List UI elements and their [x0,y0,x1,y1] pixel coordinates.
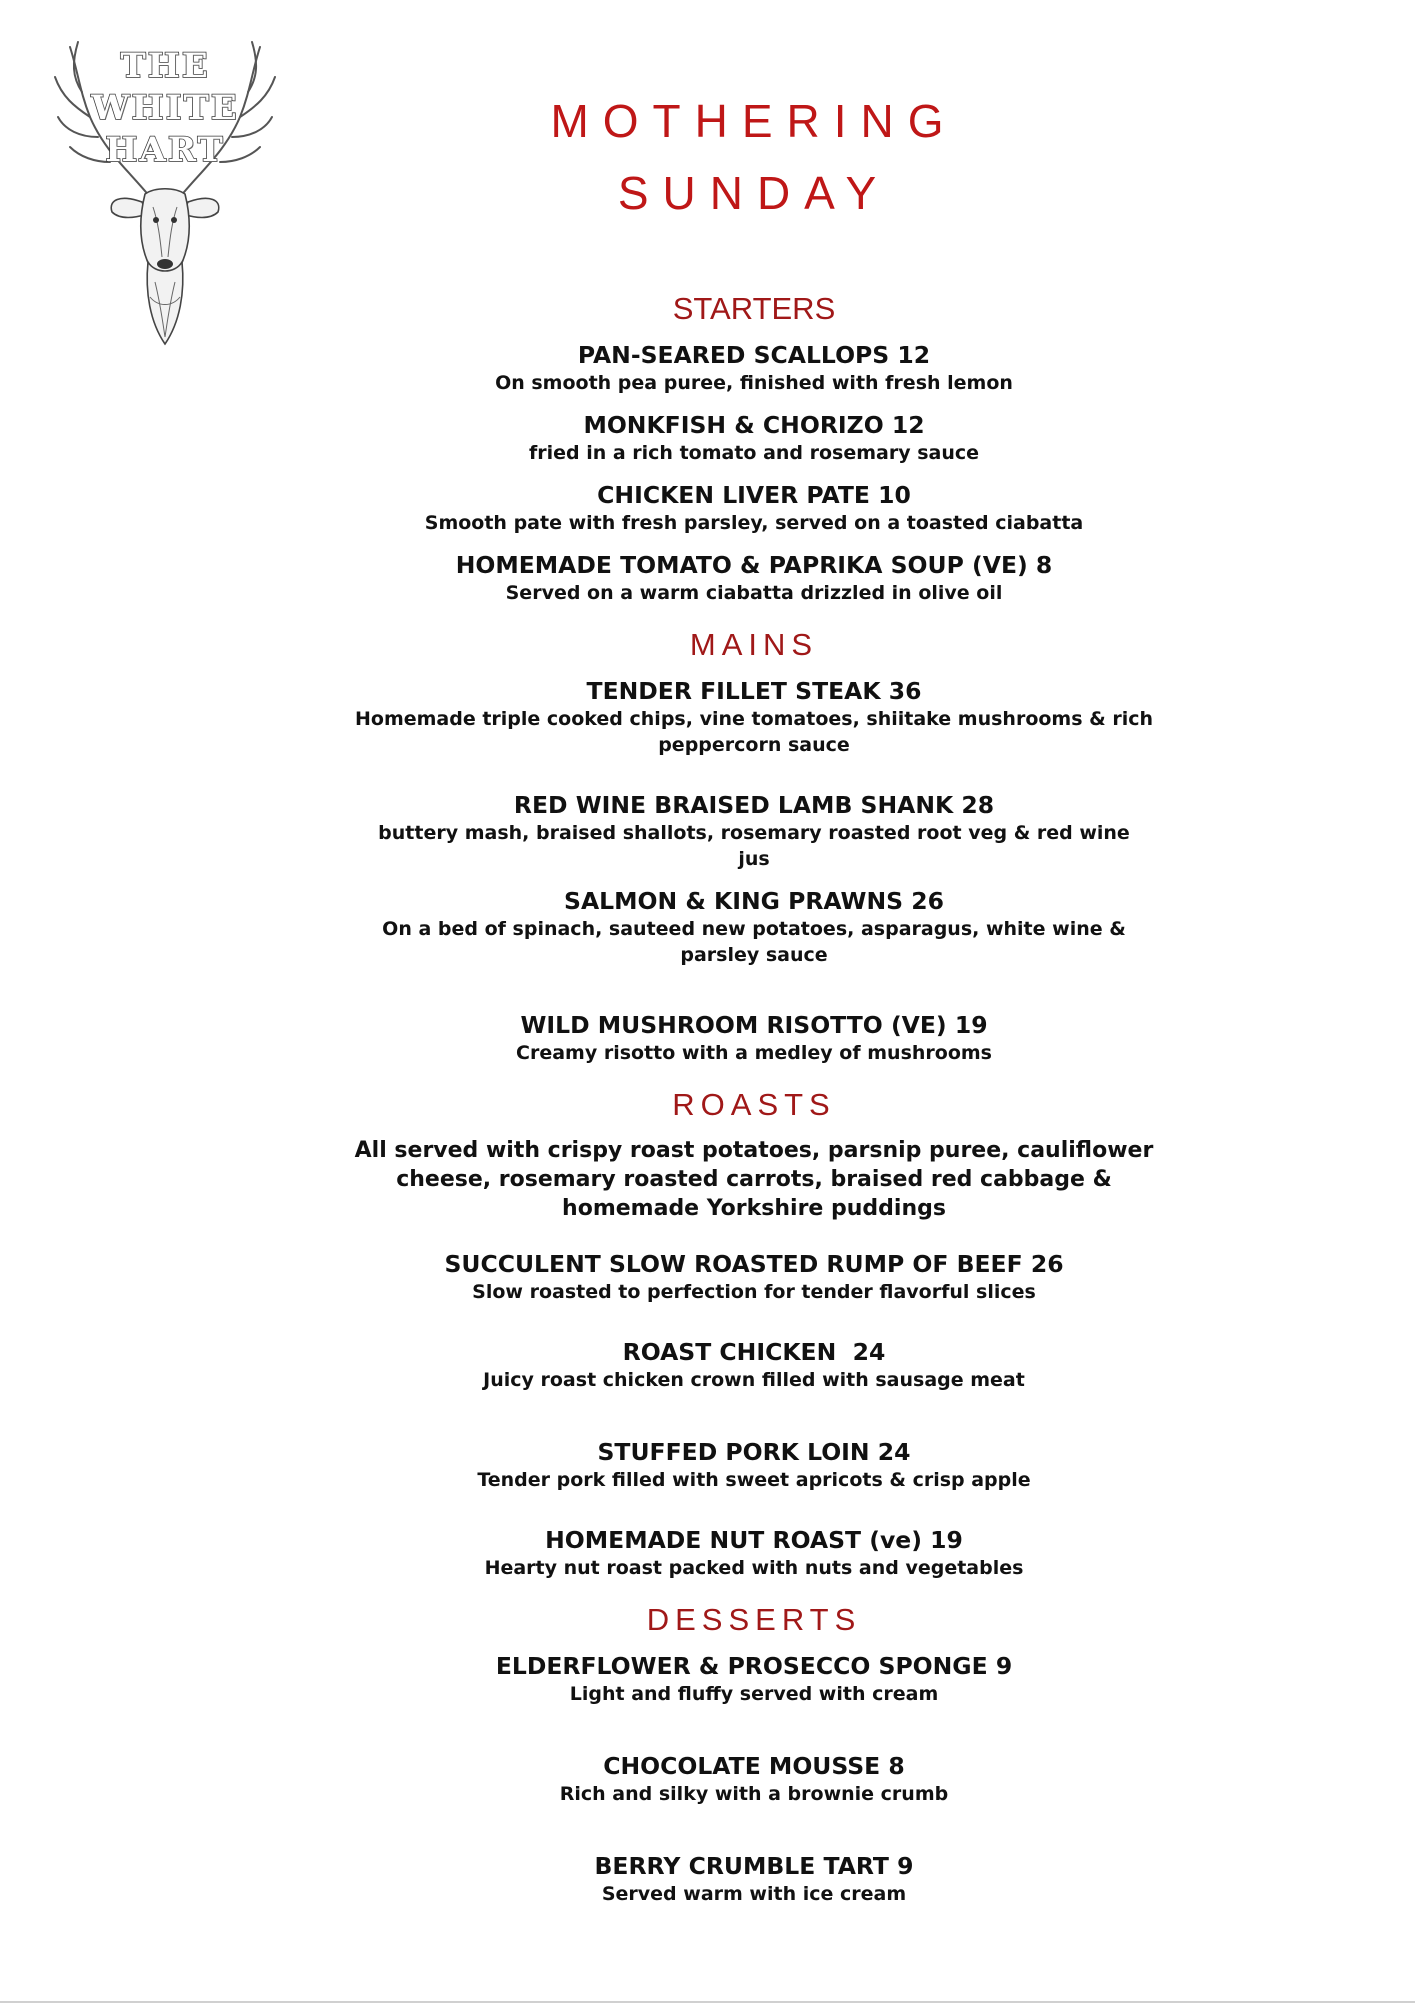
item-description: Smooth pate with fresh parsley, served on a toasted ciabatta [424,512,1084,534]
item-description: Served on a warm ciabatta drizzled in olive oil [505,582,1003,604]
roasts-section [300,1086,1208,1581]
item-description: Light and fluffy served with cream [569,1683,939,1705]
menu-item [300,480,1208,536]
item-name: RED WINE BRAISED LAMB SHANK 28 [513,791,995,819]
item-name: BERRY CRUMBLE TART 9 [594,1852,914,1880]
starters-section [300,290,1208,606]
menu [300,290,1208,1927]
menu-item [300,676,1208,758]
item-name: ROAST CHICKEN 24 [622,1338,886,1366]
item-name: TENDER FILLET STEAK 36 [586,677,922,705]
roasts-intro: All served with crispy roast potatoes, parsnip puree, cauliflower cheese, rosemary roasted carrots, braised red cabbage & homemade Yorkshire puddings [354,1138,1154,1221]
item-name: ELDERFLOWER & PROSECCO SPONGE 9 [495,1652,1013,1680]
mains-section [300,626,1208,1066]
menu-item [300,1525,1208,1581]
desserts-section [300,1601,1208,1907]
item-name: SALMON & KING PRAWNS 26 [564,887,944,915]
menu-item [300,1751,1208,1807]
menu-item [300,1851,1208,1907]
item-description: Creamy risotto with a medley of mushrooms [516,1042,992,1064]
page-title: SUNDAY [617,167,891,219]
logo-text-line: WHITE [91,88,239,128]
menu-item [300,1337,1208,1393]
menu-item [300,410,1208,466]
item-name: CHICKEN LIVER PATE 10 [597,481,911,509]
logo-text-line: THE [120,46,210,86]
item-description: Juicy roast chicken crown filled with sausage meat [483,1369,1025,1391]
item-description: Hearty nut roast packed with nuts and vegetables [484,1557,1024,1579]
logo-text-line: HART [105,130,225,170]
menu-item [300,1010,1208,1066]
item-name: MONKFISH & CHORIZO 12 [583,411,925,439]
item-name: HOMEMADE TOMATO & PAPRIKA SOUP (VE) 8 [455,551,1053,579]
section-heading: ROASTS [672,1087,836,1122]
item-name: PAN-SEARED SCALLOPS 12 [577,341,931,369]
item-description: buttery mash, braised shallots, rosemary roasted root veg & red wine jus [378,822,1130,870]
item-name: CHOCOLATE MOUSSE 8 [603,1752,905,1780]
page-title: MOTHERING [550,95,958,147]
item-name: SUCCULENT SLOW ROASTED RUMP OF BEEF 26 [444,1250,1064,1278]
item-description: Served warm with ice cream [601,1883,907,1905]
item-description: Tender pork filled with sweet apricots & crisp apple [477,1469,1031,1491]
item-name: STUFFED PORK LOIN 24 [597,1438,911,1466]
item-description: On a bed of spinach, sauteed new potatoes, asparagus, white wine & parsley sauce [382,918,1126,966]
item-description: fried in a rich tomato and rosemary sauce [528,442,980,464]
item-description: Homemade triple cooked chips, vine tomatoes, shiitake mushrooms & rich peppercorn sauce [354,708,1154,756]
section-heading: MAINS [689,627,819,662]
menu-item [300,550,1208,606]
menu-item [300,1437,1208,1493]
menu-item [300,790,1208,872]
item-description: Slow roasted to perfection for tender flavorful slices [472,1281,1036,1303]
item-name: WILD MUSHROOM RISOTTO (VE) 19 [520,1011,988,1039]
item-name: HOMEMADE NUT ROAST (ve) 19 [545,1526,963,1554]
menu-item [300,886,1208,968]
menu-item [300,1249,1208,1305]
item-description: On smooth pea puree, finished with fresh lemon [495,372,1013,394]
section-heading: STARTERS [672,291,836,326]
section-heading: DESSERTS [646,1602,862,1637]
menu-item [300,1651,1208,1707]
menu-item [300,340,1208,396]
logo [50,22,280,352]
item-description: Rich and silky with a brownie crumb [559,1783,949,1805]
